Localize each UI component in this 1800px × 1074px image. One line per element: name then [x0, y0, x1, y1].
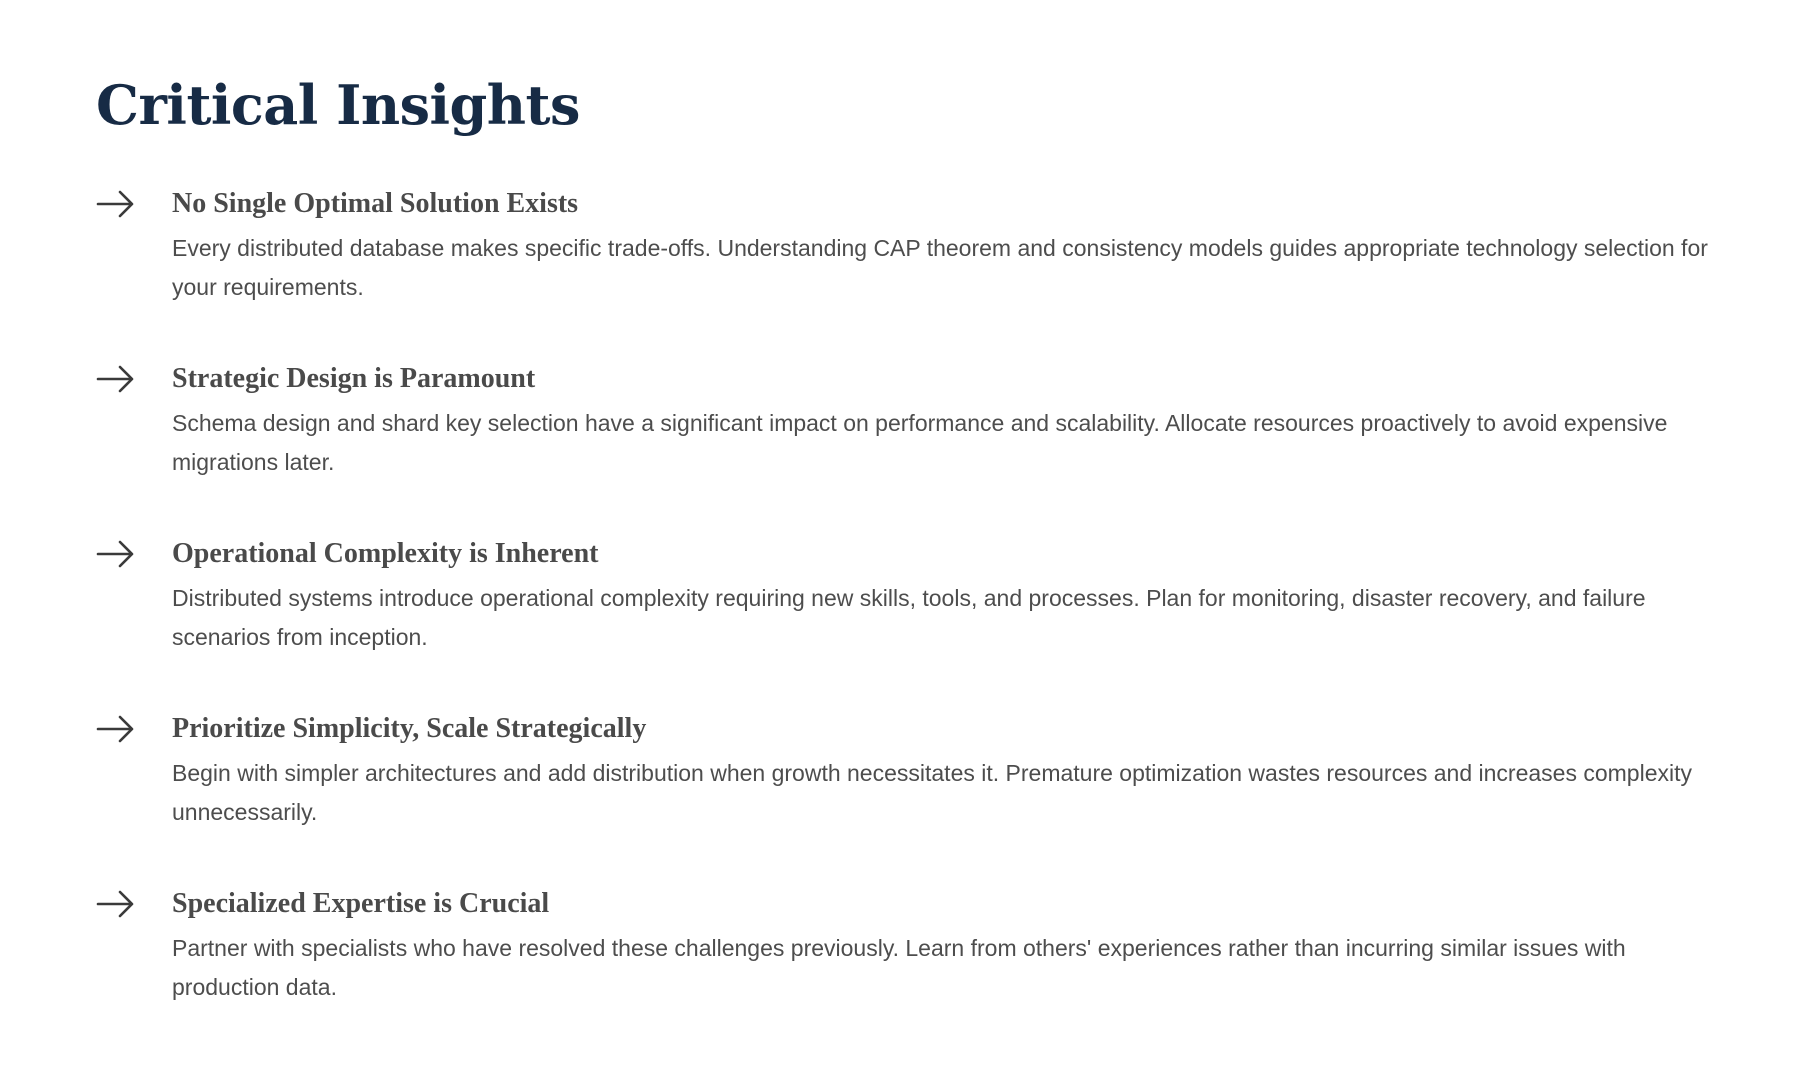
insight-text: Schema design and shard key selection have a significant impact on performance and scalability. Allocate resources proactively to avoid expensive migrations later.	[172, 410, 1668, 475]
insight-heading: Operational Complexity is Inherent	[172, 538, 599, 569]
arrow-right-icon	[96, 533, 172, 575]
insight-text: Distributed systems introduce operational complexity requiring new skills, tools, and processes. Plan for monitoring, disaster recovery, and failure scenarios from inception.	[172, 585, 1646, 650]
insight-text: Every distributed database makes specific trade-offs. Understanding CAP theorem and consistency models guides appropriate technology selection for your requirements.	[172, 235, 1708, 300]
insight-text: Begin with simpler architectures and add distribution when growth necessitates it. Premature optimization wastes resources and increases complexity unnecessarily.	[172, 760, 1692, 825]
arrow-right-icon	[96, 183, 172, 225]
insight-heading: Strategic Design is Paramount	[172, 363, 536, 394]
arrow-right-icon	[96, 358, 172, 400]
insight-body	[172, 883, 1716, 1006]
arrow-right-icon	[96, 708, 172, 750]
insight-item	[96, 183, 1716, 358]
page-title: Critical Insights	[96, 73, 580, 137]
insight-body	[172, 358, 1716, 481]
insight-item	[96, 358, 1716, 533]
insight-body	[172, 533, 1716, 656]
insight-heading: No Single Optimal Solution Exists	[172, 188, 579, 219]
insight-item	[96, 533, 1716, 708]
insight-heading: Prioritize Simplicity, Scale Strategically	[172, 713, 647, 744]
arrow-right-icon	[96, 883, 172, 925]
insight-body	[172, 183, 1716, 306]
insight-heading: Specialized Expertise is Crucial	[172, 888, 550, 919]
insight-text: Partner with specialists who have resolved these challenges previously. Learn from others' experiences rather than incurring similar issues with production data.	[172, 935, 1626, 1000]
insight-body	[172, 708, 1716, 831]
insight-item	[96, 883, 1716, 1058]
insight-item	[96, 708, 1716, 883]
insights-list	[96, 183, 1716, 1058]
